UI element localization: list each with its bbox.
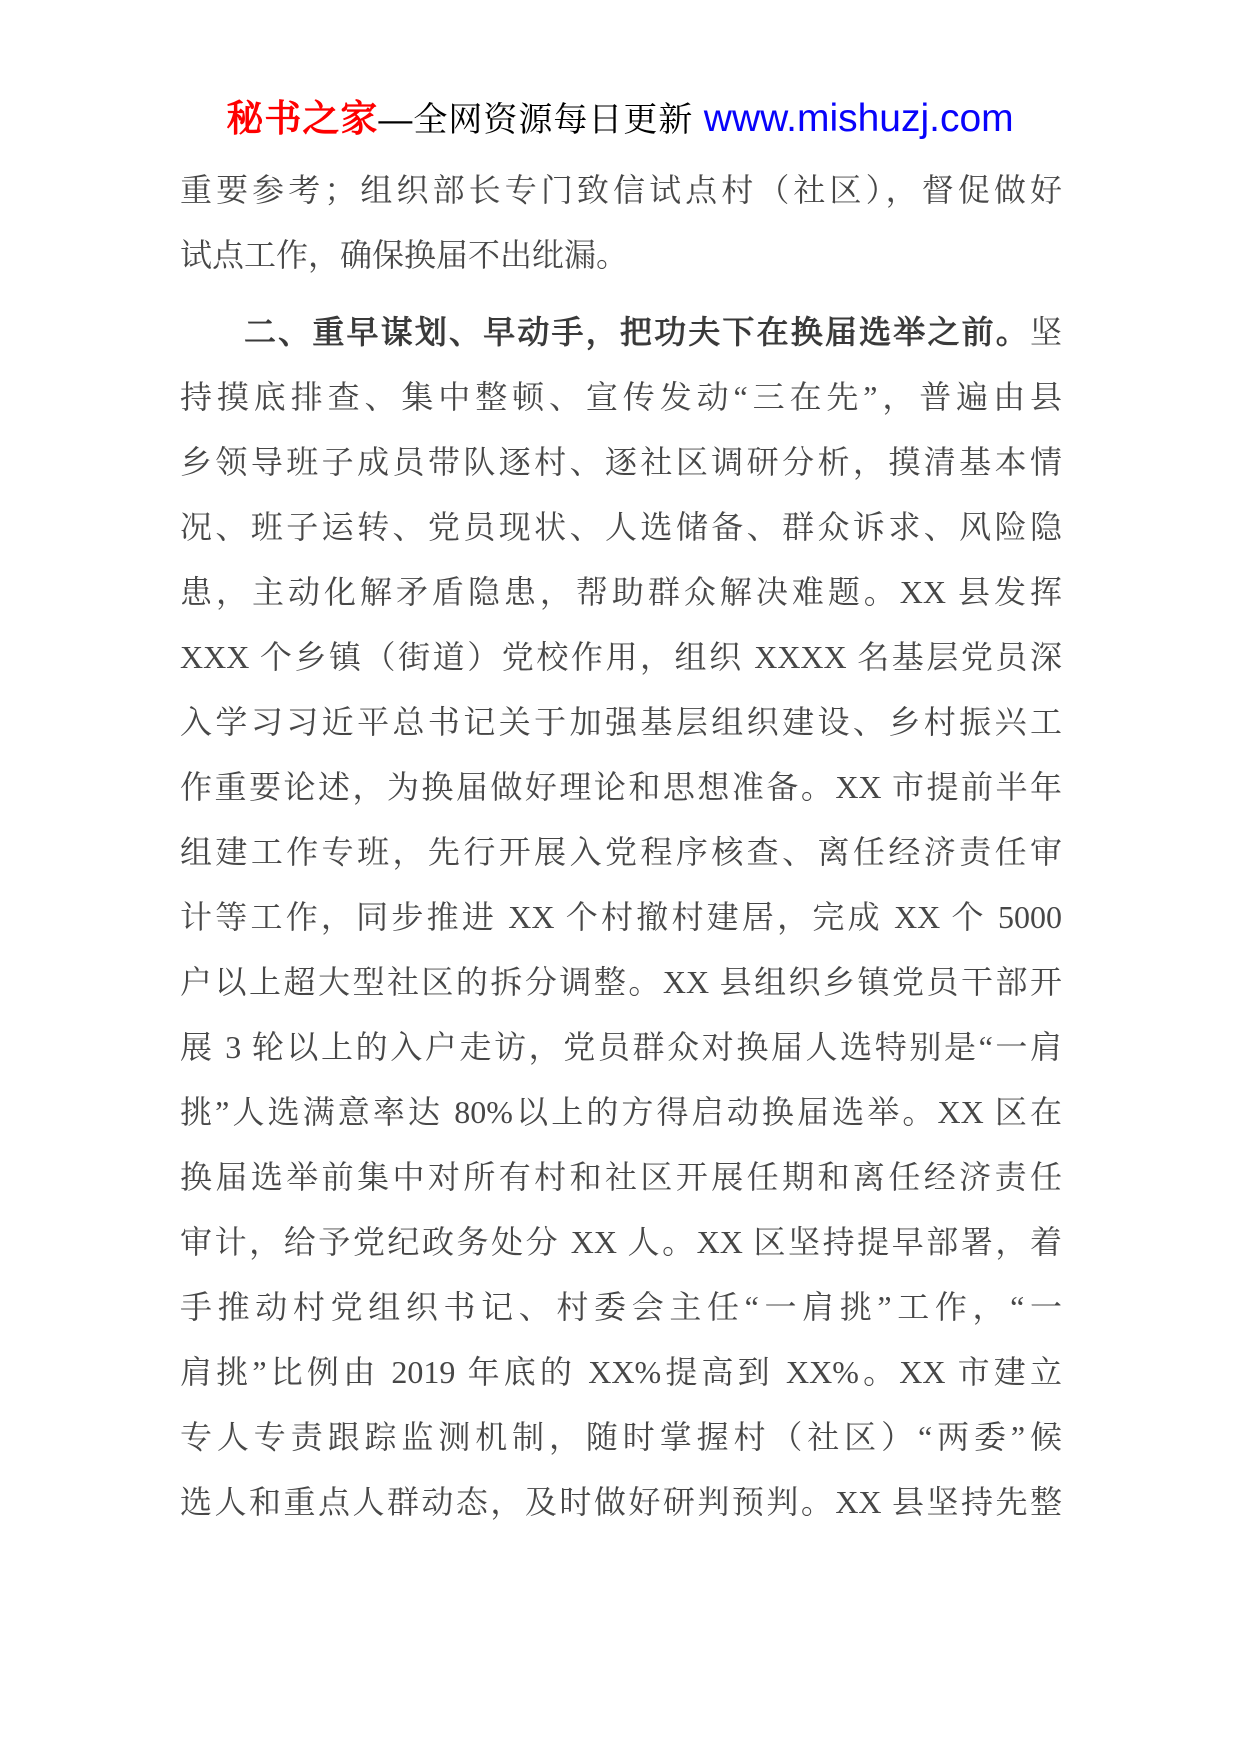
section-heading-bold: 二、重早谋划、早动手，把功夫下在换届选举之前。: [244, 314, 1030, 350]
text-line: 专人专责跟踪监测机制，随时掌握村（社区）“两委”候: [180, 1419, 1062, 1455]
text-line: 试点工作，确保换届不出纰漏。: [180, 237, 629, 273]
text-line: 乡领导班子成员带队逐村、逐社区调研分析，摸清基本情: [180, 444, 1062, 480]
text-line: 计等工作，同步推进 XX 个村撤村建居，完成 XX 个 5000: [180, 899, 1062, 935]
text-line: 手推动村党组织书记、村委会主任“一肩挑”工作，“一: [180, 1289, 1062, 1325]
site-header: [0, 96, 1240, 150]
text-line: 审计，给予党纪政务处分 XX 人。XX 区坚持提早部署，着: [180, 1224, 1062, 1260]
text-line: 况、班子运转、党员现状、人选储备、群众诉求、风险隐: [180, 509, 1062, 545]
text-line: 组建工作专班，先行开展入党程序核查、离任经济责任审: [180, 834, 1062, 870]
site-tagline: —全网资源每日更新: [378, 101, 704, 139]
text-line: 患，主动化解矛盾隐患，帮助群众解决难题。XX 县发挥: [180, 574, 1062, 610]
text-line: 展 3 轮以上的入户走访，党员群众对换届人选特别是“一肩: [180, 1029, 1062, 1065]
section-heading-rest: 坚: [1029, 314, 1062, 350]
section-heading-line: [180, 300, 1062, 365]
site-name: 秘书之家: [226, 98, 379, 139]
site-url-link[interactable]: www.mishuzj.com: [703, 97, 1014, 140]
document-body: [180, 158, 1062, 1535]
text-line: 户以上超大型社区的拆分调整。XX 县组织乡镇党员干部开: [180, 964, 1062, 1000]
text-line: XXX 个乡镇（街道）党校作用，组织 XXXX 名基层党员深: [180, 639, 1062, 675]
text-line: 入学习习近平总书记关于加强基层组织建设、乡村振兴工: [180, 704, 1062, 740]
text-line: 挑”人选满意率达 80%以上的方得启动换届选举。XX 区在: [180, 1094, 1062, 1130]
text-line: 选人和重点人群动态，及时做好研判预判。XX 县坚持先整: [180, 1484, 1062, 1520]
text-line: 重要参考；组织部长专门致信试点村（社区），督促做好: [180, 172, 1062, 208]
text-line: 作重要论述，为换届做好理论和思想准备。XX 市提前半年: [180, 769, 1062, 805]
text-line: 换届选举前集中对所有村和社区开展任期和离任经济责任: [180, 1159, 1062, 1195]
text-line: 持摸底排查、集中整顿、宣传发动“三在先”，普遍由县: [180, 379, 1062, 415]
text-line: 肩挑”比例由 2019 年底的 XX%提高到 XX%。XX 市建立: [180, 1354, 1062, 1390]
